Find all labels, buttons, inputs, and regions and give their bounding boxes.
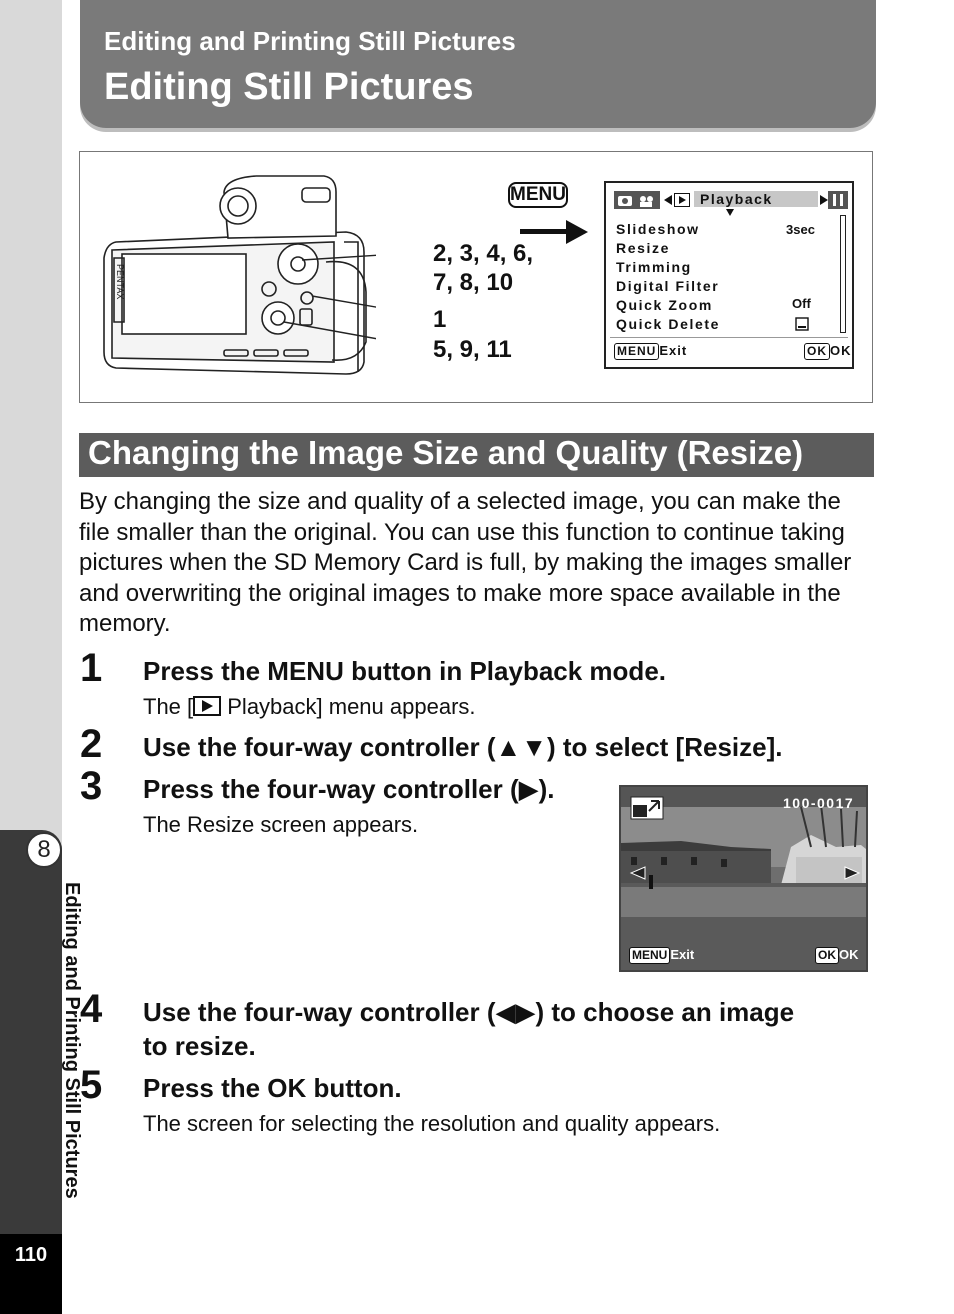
step-3-text: Press the four-way controller (▶). [143, 774, 555, 804]
lcd-item-quick-zoom: Quick Zoom [616, 297, 713, 313]
lcd-ok-label: OK [830, 343, 852, 358]
lcd-item-slideshow: Slideshow [616, 221, 700, 237]
step-5-number: 5 [80, 1063, 103, 1107]
photo-ok-label: OK [839, 947, 859, 962]
lcd-quickzoom-value: Off [792, 296, 811, 311]
callout-ok-button: 5, 9, 11 [433, 336, 512, 363]
checkbox-icon [795, 317, 809, 331]
step-2-text: Use the four-way controller (▲▼) to select [Resize]. [143, 732, 783, 762]
lcd-ok-tag: OK [804, 343, 830, 360]
callout-menu-button: 1 [433, 306, 447, 333]
lcd-bottom-ok [804, 343, 852, 360]
menu-button-icon: MENU [508, 182, 568, 208]
intro-paragraph: By changing the size and quality of a selected image, you can make the file smaller than the original. You can use this function to continue taking pictures when the SD Memory Card is full, by making the images smaller and overwriting the original images to make more space available in the memory. [79, 488, 852, 637]
section-title: Changing the Image Size and Quality (Resize) [88, 434, 804, 471]
chapter-number: 8 [26, 832, 62, 868]
lcd-scrollbar [840, 215, 846, 333]
svg-text:PENTAX: PENTAX [115, 264, 125, 300]
step-4-number: 4 [80, 987, 103, 1031]
lcd-topbar [614, 189, 846, 209]
header-subtitle: Editing and Printing Still Pictures [104, 26, 516, 56]
photo-bottom-left [629, 947, 694, 964]
photo-exit-label: Exit [670, 947, 695, 962]
lcd-item-trimming: Trimming [616, 259, 692, 275]
photo-bottom-right [815, 947, 859, 964]
step-4-text-line2: to resize. [143, 1031, 256, 1061]
chapter-label: Editing and Printing Still Pictures [61, 882, 83, 1199]
photo-menu-tag: MENU [629, 947, 670, 964]
tab-right-arrow-icon [820, 195, 828, 205]
playback-icon [193, 696, 221, 716]
lcd-item-quick-delete: Quick Delete [616, 316, 721, 332]
step-1-text: Press the MENU button in Playback mode. [143, 656, 666, 686]
lcd-slideshow-value: 3sec [786, 222, 815, 237]
tab-left-arrow-icon [664, 195, 672, 205]
page-number: 110 [14, 1244, 48, 1266]
step-5-text: Press the OK button. [143, 1073, 402, 1103]
callout-four-way-2: 7, 8, 10 [433, 269, 514, 296]
step-1-sub [143, 694, 476, 720]
lcd-playback-menu [604, 181, 854, 369]
callout-four-way: 2, 3, 4, 6, [433, 240, 534, 267]
lcd-menu-tag: MENU [614, 343, 659, 360]
playback-icon [674, 193, 690, 207]
step-1-sub-after: Playback] menu appears. [221, 694, 476, 719]
page-title: Editing Still Pictures [104, 66, 474, 108]
lcd-exit-label: Exit [659, 343, 688, 358]
step-4-text-line1: Use the four-way controller (◀▶) to choose an image [143, 997, 795, 1027]
file-number: 100-0017 [783, 795, 855, 811]
step-2-number: 2 [80, 722, 103, 766]
lcd-item-digital-filter: Digital Filter [616, 278, 720, 294]
step-3-sub: The Resize screen appears. [143, 812, 419, 837]
step-1-number: 1 [80, 646, 103, 690]
resize-screen [619, 785, 868, 972]
settings-wrench-icon [828, 191, 848, 209]
selection-down-arrow-icon [726, 209, 734, 216]
lcd-item-resize: Resize [616, 240, 670, 256]
arrow-right-icon [520, 218, 590, 246]
step-3-number: 3 [80, 764, 103, 808]
camera-mode-icon [614, 191, 660, 209]
step-1-sub-before: The [ [143, 694, 194, 719]
photo-ok-tag: OK [815, 947, 839, 964]
photo-landscape [621, 787, 866, 970]
lcd-bottom-bar [614, 343, 687, 360]
camera-illustration [96, 172, 376, 382]
sidebar-dark-band [0, 868, 62, 1234]
step-5-sub: The screen for selecting the resolution and quality appears. [143, 1111, 721, 1136]
lcd-tab-playback: Playback [694, 191, 818, 207]
